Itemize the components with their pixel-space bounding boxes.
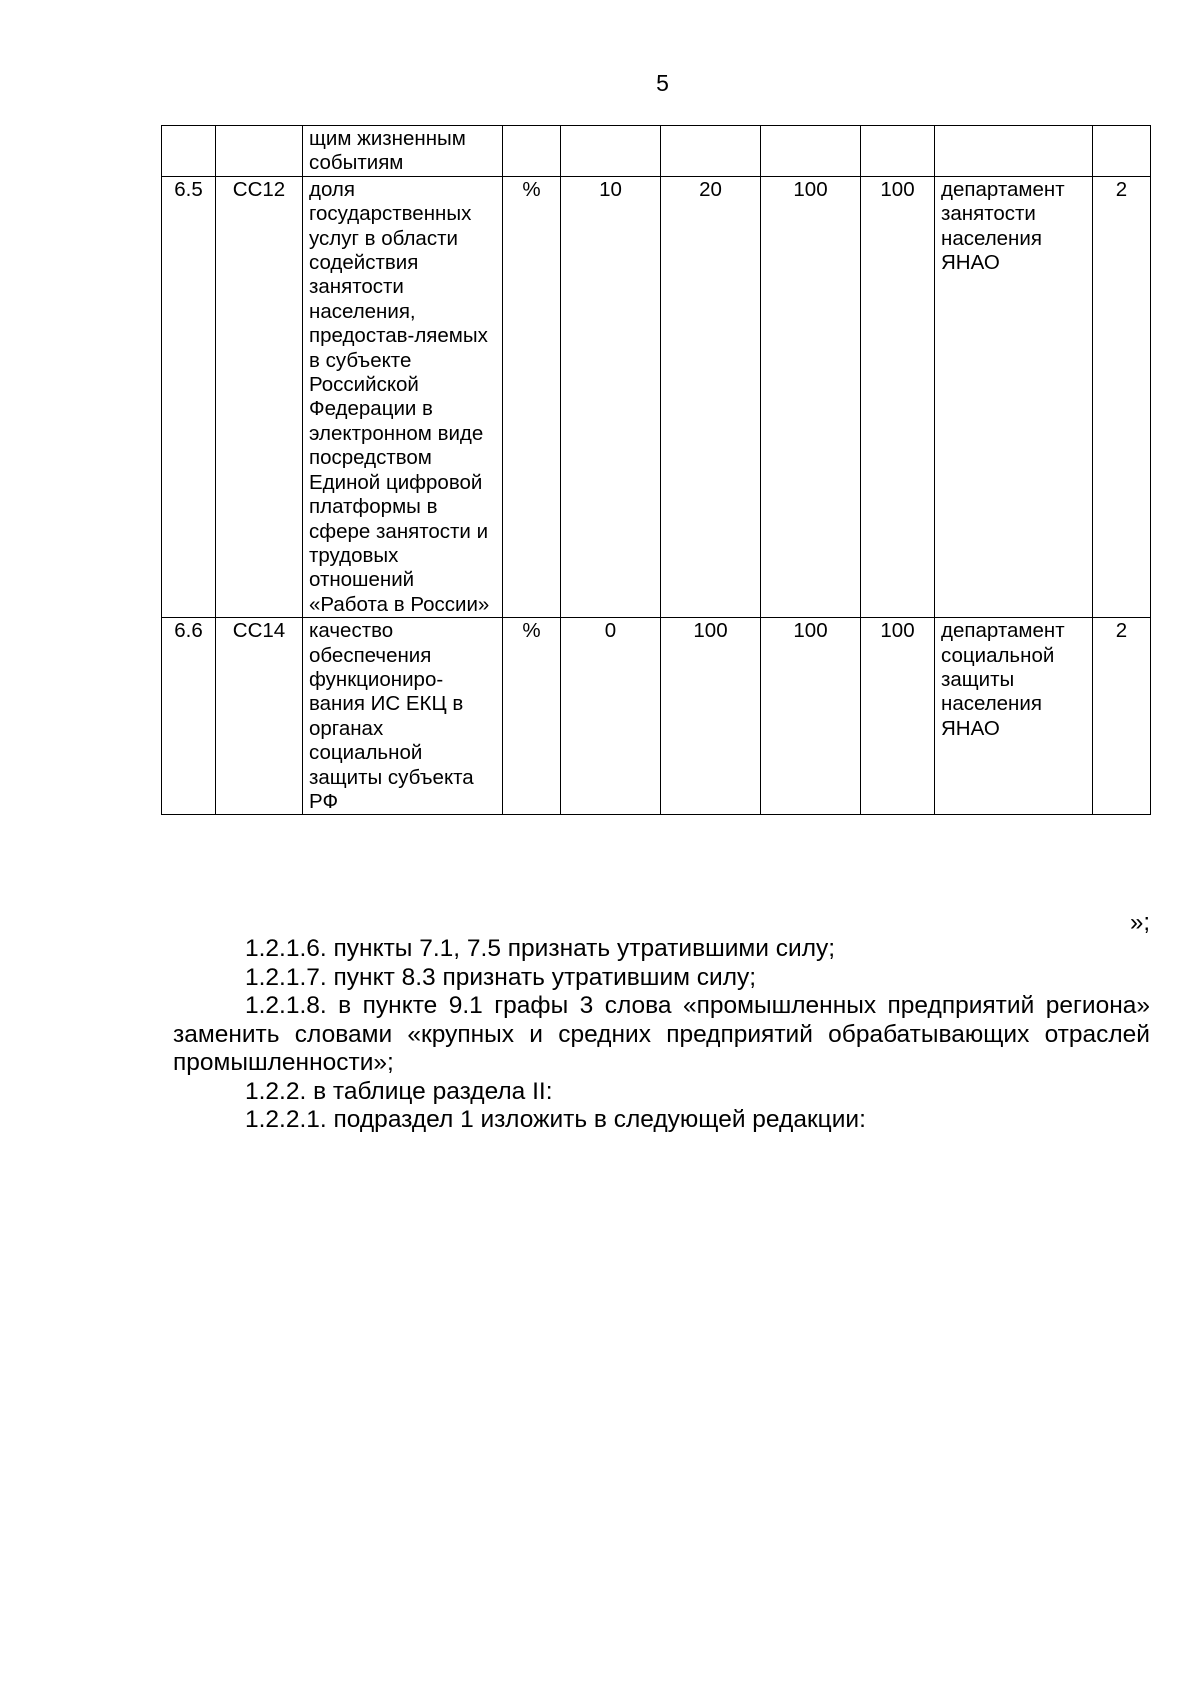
cell-code: СС14 bbox=[216, 618, 303, 815]
cell-value-1: 10 bbox=[561, 176, 661, 617]
cell-value-2: 100 bbox=[661, 618, 761, 815]
cell-code: СС12 bbox=[216, 176, 303, 617]
indicators-table bbox=[161, 125, 1151, 815]
cell-unit bbox=[503, 126, 561, 177]
cell-unit: % bbox=[503, 618, 561, 815]
paragraph: 1.2.2.1. подраздел 1 изложить в следующей редакции: bbox=[245, 1106, 866, 1133]
cell-value-1 bbox=[561, 126, 661, 177]
cell-responsible: департамент занятости населения ЯНАО bbox=[935, 176, 1093, 617]
cell-responsible: департамент социальной защиты населения ЯНАО bbox=[935, 618, 1093, 815]
cell-last: 2 bbox=[1093, 618, 1151, 815]
cell-value-3: 100 bbox=[761, 618, 861, 815]
table-row bbox=[162, 618, 1151, 815]
cell-value-4: 100 bbox=[861, 176, 935, 617]
cell-num: 6.6 bbox=[162, 618, 216, 815]
paragraph: 1.2.1.8. в пункте 9.1 графы 3 слова «промышленных предприятий региона» заменить словами «крупных и средних предприятий обрабатывающих отраслей промышленности»; bbox=[173, 992, 1150, 1076]
cell-value-1: 0 bbox=[561, 618, 661, 815]
cell-responsible bbox=[935, 126, 1093, 177]
cell-value-4 bbox=[861, 126, 935, 177]
document-body bbox=[173, 935, 1150, 1135]
cell-value-3 bbox=[761, 126, 861, 177]
table-row bbox=[162, 126, 1151, 177]
cell-num: 6.5 bbox=[162, 176, 216, 617]
cell-code bbox=[216, 126, 303, 177]
cell-num bbox=[162, 126, 216, 177]
cell-name: доля государственных услуг в области содействия занятости населения, предостав-ляемых в субъекте Российской Федерации в электронном виде посредством Единой цифровой платформы в сфере занятости и трудовых отношений «Работа в России» bbox=[303, 176, 503, 617]
cell-value-2: 20 bbox=[661, 176, 761, 617]
cell-unit: % bbox=[503, 176, 561, 617]
cell-last bbox=[1093, 126, 1151, 177]
cell-value-4: 100 bbox=[861, 618, 935, 815]
table-row bbox=[162, 176, 1151, 617]
page-number: 5 bbox=[656, 70, 669, 96]
paragraph: 1.2.1.6. пункты 7.1, 7.5 признать утратившими силу; bbox=[245, 935, 836, 962]
cell-name: щим жизненным событиям bbox=[303, 126, 503, 177]
table-closing-mark: »; bbox=[1129, 909, 1150, 936]
paragraph: 1.2.2. в таблице раздела II: bbox=[245, 1077, 553, 1105]
cell-value-3: 100 bbox=[761, 176, 861, 617]
cell-value-2 bbox=[661, 126, 761, 177]
paragraph: 1.2.1.7. пункт 8.3 признать утратившим силу; bbox=[245, 963, 757, 991]
cell-last: 2 bbox=[1093, 176, 1151, 617]
cell-name: качество обеспечения функциониро-вания ИС ЕКЦ в органах социальной защиты субъекта РФ bbox=[303, 618, 503, 815]
